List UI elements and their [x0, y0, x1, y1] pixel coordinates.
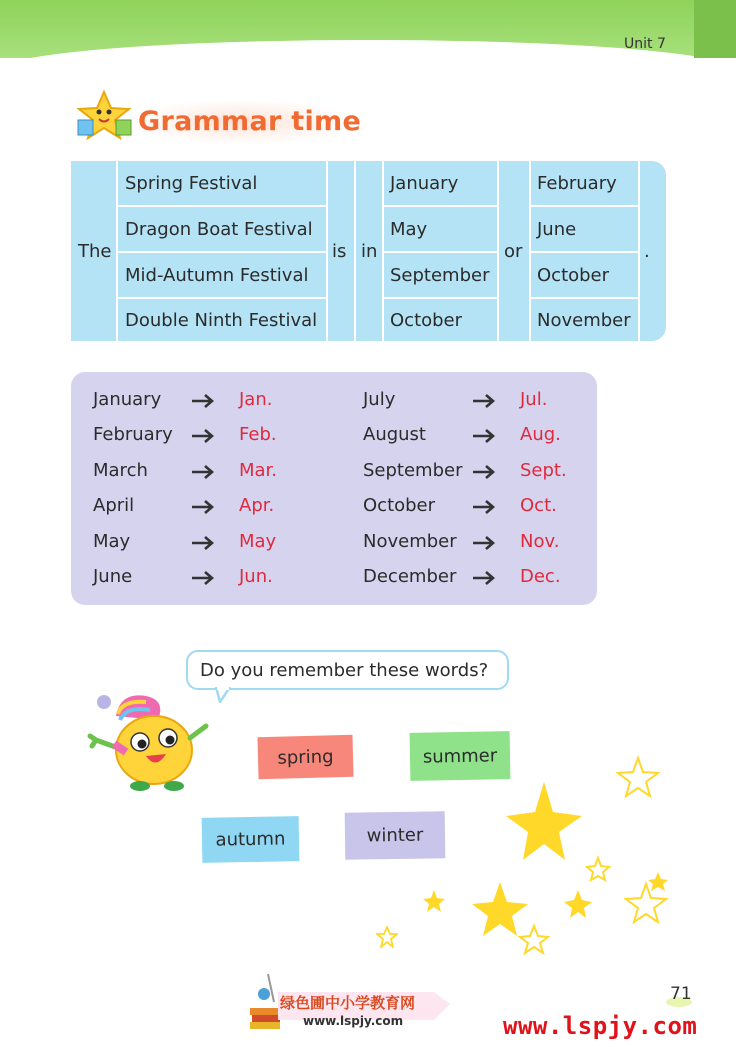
arrow-right-icon — [472, 429, 496, 443]
small-star-icon — [376, 926, 398, 948]
word-spring: spring — [277, 745, 334, 769]
festival-cell: Mid-Autumn Festival — [118, 253, 326, 297]
month-abbr: May — [239, 531, 277, 552]
festival-cell: Spring Festival — [118, 161, 326, 205]
month-abbr: Aug. — [520, 424, 561, 445]
speech-bubble — [186, 650, 509, 690]
festival-cell: Double Ninth Festival — [118, 299, 326, 341]
arrow-right-icon — [472, 571, 496, 585]
month-abbr: Jun. — [239, 566, 273, 587]
month-cell: November — [531, 299, 638, 341]
month-abbr: Mar. — [239, 460, 278, 481]
section-title: Grammar time — [138, 106, 362, 137]
month-cell: February — [531, 161, 638, 205]
watermark: www.lspjy.com — [503, 1012, 698, 1040]
verb-cell: is — [328, 161, 354, 341]
arrow-right-icon — [191, 571, 215, 585]
word-card-spring — [257, 735, 353, 779]
month-abbr: Dec. — [520, 566, 561, 587]
month-abbr: Feb. — [239, 424, 277, 445]
word-winter: winter — [366, 824, 424, 847]
month-name: October — [363, 495, 436, 516]
star-mascot-icon — [74, 90, 136, 142]
word-card-autumn — [202, 816, 300, 863]
month-name: April — [93, 495, 135, 516]
month-cell: May — [384, 207, 497, 251]
logo-url: www.lspjy.com — [303, 1014, 404, 1028]
month-name: February — [93, 424, 173, 445]
month-name: August — [363, 424, 426, 445]
speech-text: Do you remember these words? — [200, 659, 489, 681]
logo-text: 绿色圃中小学教育网 — [280, 994, 416, 1012]
month-abbreviations-panel — [71, 372, 597, 605]
month-abbr: Jan. — [239, 389, 273, 410]
star-character-icon — [86, 688, 216, 794]
month-name: March — [93, 460, 148, 481]
arrow-right-icon — [191, 429, 215, 443]
arrow-right-icon — [191, 394, 215, 408]
festival-cell: Dragon Boat Festival — [118, 207, 326, 251]
month-cell: June — [531, 207, 638, 251]
month-name: May — [93, 531, 131, 552]
arrow-right-icon — [472, 465, 496, 479]
month-cell: October — [384, 299, 497, 341]
month-abbr: Oct. — [520, 495, 557, 516]
page-number: 71 — [670, 984, 692, 1004]
sentence-table — [71, 161, 666, 341]
month-cell: January — [384, 161, 497, 205]
month-cell: September — [384, 253, 497, 297]
month-name: November — [363, 531, 457, 552]
unit-tab — [694, 0, 736, 58]
month-name: June — [93, 566, 133, 587]
preposition-cell: in — [356, 161, 384, 341]
month-abbr: Sept. — [520, 460, 567, 481]
subject-cell: The — [71, 161, 116, 341]
month-name: September — [363, 460, 463, 481]
arrow-right-icon — [191, 536, 215, 550]
word-autumn: autumn — [215, 828, 286, 851]
unit-label: Unit 7 — [624, 36, 666, 52]
month-abbr: Nov. — [520, 531, 560, 552]
arrow-right-icon — [472, 536, 496, 550]
month-name: December — [363, 566, 457, 587]
arrow-right-icon — [472, 500, 496, 514]
month-abbr: Apr. — [239, 495, 275, 516]
period-cell: . — [644, 240, 650, 262]
arrow-right-icon — [191, 500, 215, 514]
month-cell: October — [531, 253, 638, 297]
word-summer: summer — [422, 744, 498, 768]
decorative-stars-icon — [420, 750, 670, 960]
conjunction-cell: or — [499, 161, 531, 341]
arrow-right-icon — [472, 394, 496, 408]
arrow-right-icon — [191, 465, 215, 479]
month-name: January — [93, 389, 162, 410]
speech-tail-icon — [214, 687, 232, 703]
month-name: July — [363, 389, 396, 410]
month-abbr: Jul. — [520, 389, 548, 410]
